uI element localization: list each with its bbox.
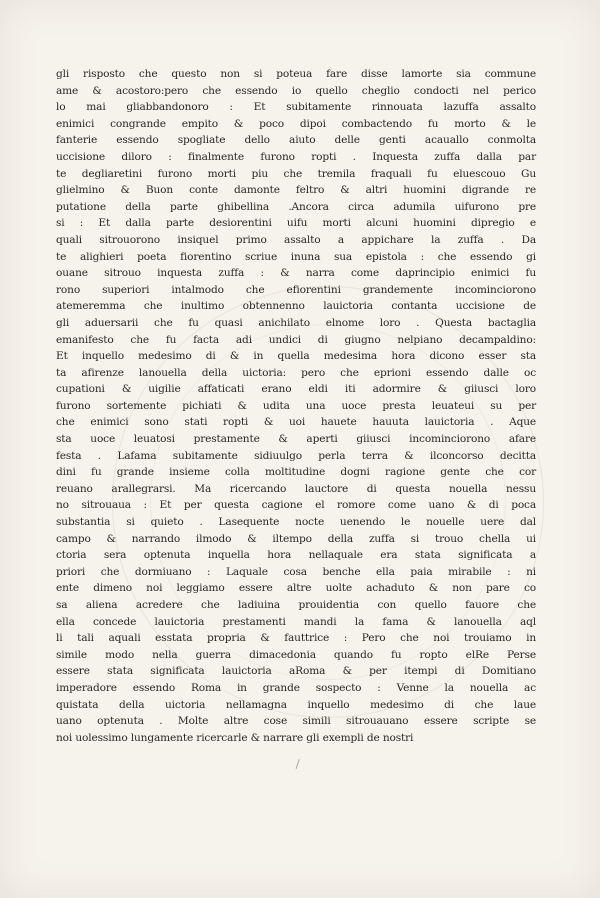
text-line: reuano arallegrarsi. Ma ricercando lauctore di questa nouella nessu bbox=[56, 482, 536, 495]
text-line: campo & narrando ilmodo & iltempo della zuffa si trouo chella ui bbox=[56, 532, 536, 545]
text-line: dini fu grande insieme colla moltitudine dogni ragione gente che cor bbox=[56, 466, 536, 479]
text-line: imperadore essendo Roma in grande sospecto : Venne la nouella ac bbox=[56, 681, 536, 694]
text-line: li tali aquali esstata propria & fauttrice : Pero che noi trouiamo in bbox=[56, 632, 536, 645]
text-line: priori che dormiuano : Laquale cosa benche ella paia mirabile : ni bbox=[56, 565, 536, 578]
text-line: uano optenuta . Molte altre cose simili sitrouauano essere scripte se bbox=[56, 715, 536, 728]
text-line: putatione della parte ghibellina .Ancora circa adumila uifurono pre bbox=[56, 200, 536, 213]
body-text bbox=[56, 66, 536, 746]
text-line: gli risposto che questo non si poteua fare disse lamorte sia commune bbox=[56, 68, 536, 80]
text-line: che enimici sono stati ropti & uoi hauete hauuta lauictoria . Aque bbox=[56, 416, 536, 429]
text-line: noi uolessimo lungamente ricercarle & narrare gli exempli de nostri bbox=[56, 731, 414, 744]
text-line: enimici congrande empito & poco dipoi combactendo fu morto & le bbox=[56, 117, 536, 130]
text-line: festa . Lafama subitamente sidiuulgo perla terra & ilconcorso decitta bbox=[56, 449, 536, 462]
text-line: uccisione diloro : finalmente furono ropti . Inquesta zuffa dalla par bbox=[56, 150, 536, 163]
text-line: fanterie essendo spogliate dello aiuto delle genti acauallo conmolta bbox=[56, 134, 536, 147]
text-line: te degliaretini furono morti piu che tremila fraquali fu eluescouo Gu bbox=[56, 167, 536, 180]
text-line: quistata della uictoria nellamagna inquello medesimo di che laue bbox=[56, 698, 536, 711]
text-line: gli aduersarii che fu quasi anichilato elnome loro . Questa bactaglia bbox=[56, 316, 536, 329]
text-line: emanifesto che fu facta adi undici di giugno nelpiano decampaldino: bbox=[56, 333, 536, 346]
text-line: cupationi & uigilie affaticati erano eldi iti adormire & giiusci loro bbox=[56, 383, 536, 396]
text-line: ouane sitrouo inquesta zuffa : & narra come daprincipio enimici fu bbox=[56, 267, 536, 280]
text-line: ente dimeno noi leggiamo essere altre uolte achaduto & non pare co bbox=[56, 582, 536, 595]
text-line: rono superiori intalmodo che efiorentini grandemente incominciorono bbox=[56, 283, 536, 296]
text-line: ta afirenze lanouella della uictoria: pero che eprioni essendo dalle oc bbox=[56, 366, 536, 379]
text-line: no sitrouaua : Et per questa cagione el romore come uano & di poca bbox=[56, 499, 536, 512]
ink-mark bbox=[296, 759, 306, 771]
text-line: ame & acostoro:pero che essendo io quello cheglio condocti nel perico bbox=[56, 84, 536, 97]
text-line: sa aliena acredere che ladiuina prouidentia con quello fauore che bbox=[56, 599, 536, 611]
text-line: glielmino & Buon conte damonte feltro & altri huomini digrande re bbox=[56, 184, 536, 197]
text-line: atemeremma che inultimo obtennenno lauictoria contanta uccisione de bbox=[56, 300, 536, 313]
text-line: substantia si quieto . Lasequente nocte uenendo le nouelle uere dal bbox=[56, 516, 536, 529]
text-line: sta uoce leuatosi prestamente & aperti giiusci incominciorono afare bbox=[56, 433, 536, 446]
text-line: quali sitrouorono insiquel primo assalto a appichare la zuffa . Da bbox=[56, 233, 536, 246]
text-line: essere stata significata lauictoria aRoma & per itempi di Domitiano bbox=[56, 665, 536, 678]
text-line: te alighieri poeta fiorentino scriue inuna sua epistola : che essendo gi bbox=[56, 250, 536, 263]
text-line: lo mai gliabbandonoro : Et subitamente rinnouata lazuffa assalto bbox=[56, 101, 536, 114]
text-line: ella concede lauictoria prestamenti mandi la fama & lanouella aql bbox=[56, 615, 536, 628]
text-line: furono sortemente pichiati & udita una uoce presta leuateui su per bbox=[56, 399, 536, 412]
text-line: si : Et dalla parte desiorentini uifu morti alcuni huomini dipregio e bbox=[56, 217, 536, 230]
text-line: Et inquello medesimo di & in quella medesima hora dicono esser sta bbox=[56, 350, 536, 363]
text-line: simile modo nella guerra dimacedonia quando fu ropto elRe Perse bbox=[56, 648, 536, 661]
text-line: ctoria sera optenuta inquella hora nellaquale era stata significata a bbox=[56, 549, 536, 562]
